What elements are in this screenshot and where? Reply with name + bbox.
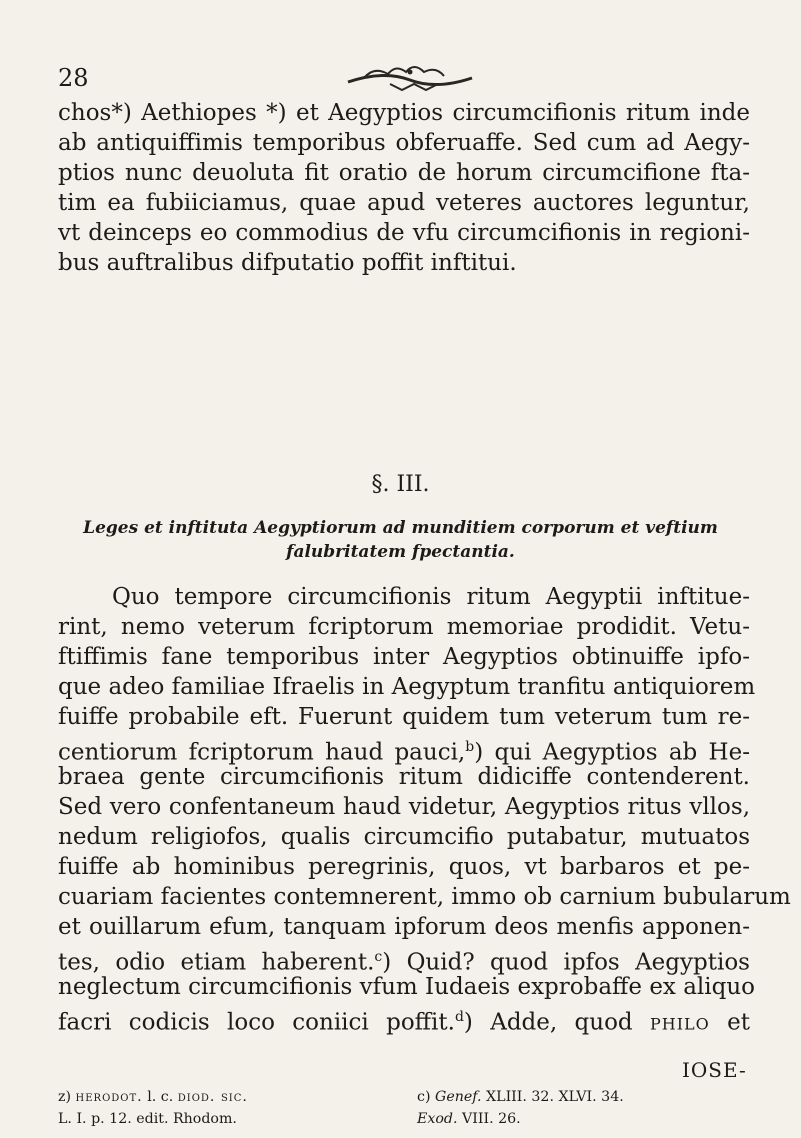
footnote-ref: b: [465, 739, 475, 755]
footnote-ref: d: [454, 1009, 464, 1025]
text-line: cuariam facientes contemnerent, immo ob carnium bubularum: [58, 884, 791, 910]
footnote-z: L. I. p. 12. edit. Rhodom.: [58, 1111, 237, 1127]
author-name: philo: [650, 1009, 710, 1036]
text-line: [58, 1002, 750, 1038]
catchword: IOSE-: [682, 1058, 747, 1082]
text-line: fuiffe probabile eft. Fuerunt quidem tum veterum tum re-: [58, 704, 750, 730]
text-line: bus auftralibus difputatio poffit inftitui.: [58, 250, 517, 276]
text-line: tim ea fubiiciamus, quae apud veteres auctores leguntur,: [58, 190, 750, 216]
text-fragment: et: [709, 1009, 750, 1036]
footnote-c: c) Genef. XLIII. 32. XLVI. 34.: [417, 1089, 624, 1105]
text-line: nedum religiofos, qualis circumcifio putabatur, mutuatos: [58, 824, 750, 850]
text-line: Quo tempore circumcifionis ritum Aegyptii inftitue-: [112, 584, 750, 610]
section-title: falubritatem fpectantia.: [286, 542, 515, 562]
footnote-ref: c: [374, 949, 383, 965]
text-line: Sed vero confentaneum haud videtur, Aegyptios ritus vllos,: [58, 794, 750, 820]
header-ornament-icon: [344, 60, 476, 94]
text-fragment: facri codicis loco coniici poffit.: [58, 1009, 455, 1036]
text-fragment: ) Adde, quod: [463, 1009, 651, 1036]
footnote-z: z) herodot. l. c. diod. sic.: [58, 1089, 248, 1105]
text-line: chos*) Aethiopes *) et Aegyptios circumcifionis ritum inde: [58, 100, 750, 126]
text-line: braea gente circumcifionis ritum didiciffe contenderent.: [58, 764, 750, 790]
text-fragment: ) Quid? quod ipfos Aegyptios: [382, 949, 750, 976]
text-line: ftiffimis fane temporibus inter Aegyptios obtinuiffe ipfo-: [58, 644, 750, 670]
text-line: que adeo familiae Ifraelis in Aegyptum tranfitu antiquiorem: [58, 674, 756, 700]
text-fragment: ) qui Aegyptios ab He-: [474, 739, 750, 766]
text-line: ab antiquiffimis temporibus obferuaffe. Sed cum ad Aegy-: [58, 130, 750, 156]
page-number: 28: [58, 64, 89, 92]
section-title: Leges et inftituta Aegyptiorum ad munditiem corporum et veftium: [83, 518, 718, 538]
text-line: ptios nunc deuoluta fit oratio de horum circumcifione fta-: [58, 160, 750, 186]
text-line: et ouillarum efum, tanquam ipforum deos menfis apponen-: [58, 914, 750, 940]
footnote-c: Exod. VIII. 26.: [417, 1111, 521, 1127]
text-fragment: tes, odio etiam haberent.: [58, 949, 375, 976]
text-line: neglectum circumcifionis vfum Iudaeis exprobaffe ex aliquo: [58, 974, 756, 1000]
section-heading: §. III.: [371, 472, 430, 497]
text-line: rint, nemo veterum fcriptorum memoriae prodidit. Vetu-: [58, 614, 750, 640]
text-fragment: centiorum fcriptorum haud pauci,: [58, 739, 466, 766]
text-line: vt deinceps eo commodius de vfu circumcifionis in regioni-: [58, 220, 750, 246]
text-line: fuiffe ab hominibus peregrinis, quos, vt barbaros et pe-: [58, 854, 750, 880]
